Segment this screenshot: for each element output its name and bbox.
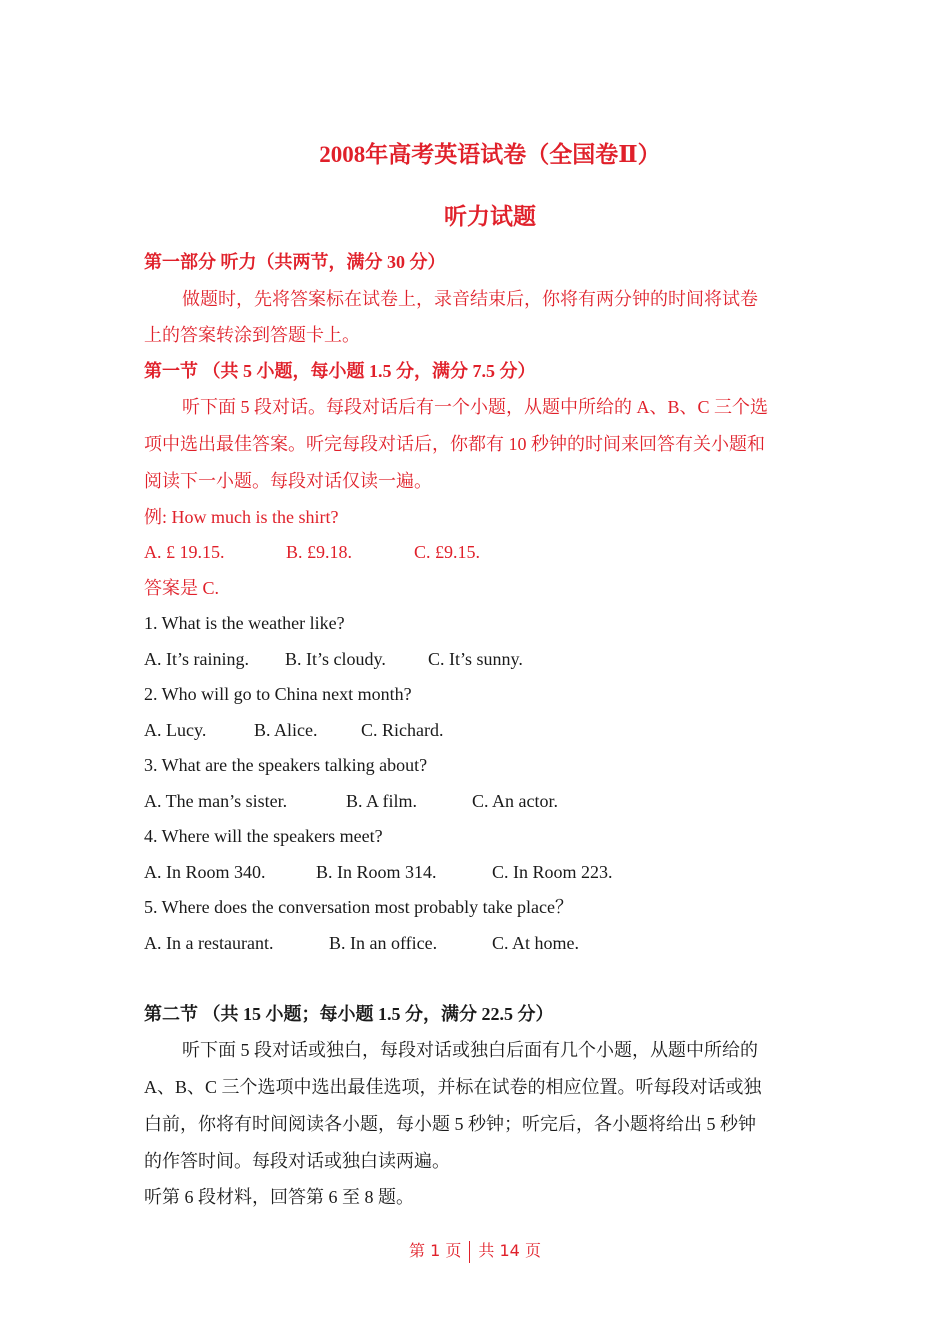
option-5c: C. At home. — [492, 933, 580, 953]
section2-instr-line2: A、B、C 三个选项中选出最佳选项，并标在试卷的相应位置。听每段对话或独 — [144, 1077, 762, 1097]
question-2: 2. Who will go to China next month? — [144, 684, 412, 704]
option-3c: C. An actor. — [472, 791, 558, 811]
question-3-options — [144, 789, 558, 813]
option-4b: B. In Room 314. — [316, 862, 437, 882]
option-3a: A. The man’s sister. — [144, 791, 288, 811]
section1-instr-line2: 项中选出最佳答案。听完每段对话后，你都有 10 秒钟的时间来回答有关小题和 — [144, 434, 765, 454]
example-options — [144, 540, 480, 564]
page-footer — [0, 1238, 950, 1263]
option-3b: B. A film. — [346, 791, 418, 811]
example-option-c: C. £9.15. — [414, 542, 481, 562]
option-5a: A. In a restaurant. — [144, 933, 274, 953]
page-number: 第 1 页 — [409, 1241, 462, 1260]
example-option-a: A. £ 19.15. — [144, 542, 225, 562]
option-5b: B. In an office. — [329, 933, 438, 953]
section1-instr-line1: 听下面 5 段对话。每段对话后有一个小题，从题中所给的 A、B、C 三个选 — [182, 397, 769, 417]
question-5: 5. Where does the conversation most probably take place？ — [144, 897, 574, 917]
part1-intro-line2: 上的答案转涂到答题卡上。 — [144, 325, 360, 345]
part1-heading: 第一部分 听力（共两节，满分 30 分） — [144, 252, 446, 272]
section2-instr-line3: 白前，你将有时间阅读各小题，每小题 5 秒钟；听完后，各小题将给出 5 秒钟 — [144, 1114, 756, 1134]
question-5-options — [144, 931, 579, 955]
example-answer: 答案是 C. — [144, 578, 220, 598]
part1-intro-line1: 做题时，先将答案标在试卷上，录音结束后，你将有两分钟的时间将试卷 — [182, 289, 758, 309]
material-6-instruction: 听第 6 段材料，回答第 6 至 8 题。 — [144, 1187, 414, 1207]
page-subtitle: 听力试题 — [444, 204, 536, 229]
question-4: 4. Where will the speakers meet? — [144, 826, 383, 846]
footer-divider — [469, 1241, 470, 1263]
question-4-options — [144, 860, 613, 884]
section2-instr-line4: 的作答时间。每段对话或独白读两遍。 — [144, 1151, 450, 1171]
option-2b: B. Alice. — [254, 720, 318, 740]
question-1-options — [144, 647, 523, 671]
question-1: 1. What is the weather like? — [144, 613, 345, 633]
section1-instr-line3: 阅读下一小题。每段对话仅读一遍。 — [144, 471, 432, 491]
section1-heading: 第一节 （共 5 小题，每小题 1.5 分，满分 7.5 分） — [144, 361, 536, 381]
option-4c: C. In Room 223. — [492, 862, 613, 882]
option-1c: C. It’s sunny. — [428, 649, 523, 669]
page-title: 2008年高考英语试卷（全国卷Ⅱ） — [319, 142, 661, 167]
option-1a: A. It’s raining. — [144, 649, 249, 669]
question-2-options — [144, 718, 444, 742]
section2-instr-line1: 听下面 5 段对话或独白，每段对话或独白后面有几个小题，从题中所给的 — [182, 1040, 758, 1060]
option-4a: A. In Room 340. — [144, 862, 266, 882]
section2-heading: 第二节 （共 15 小题；每小题 1.5 分，满分 22.5 分） — [144, 1004, 554, 1024]
option-1b: B. It’s cloudy. — [285, 649, 386, 669]
example-option-b: B. £9.18. — [286, 542, 353, 562]
option-2a: A. Lucy. — [144, 720, 207, 740]
example-question: 例: How much is the shirt? — [144, 507, 339, 527]
page-total: 共 14 页 — [478, 1241, 541, 1260]
question-3: 3. What are the speakers talking about? — [144, 755, 428, 775]
option-2c: C. Richard. — [361, 720, 444, 740]
